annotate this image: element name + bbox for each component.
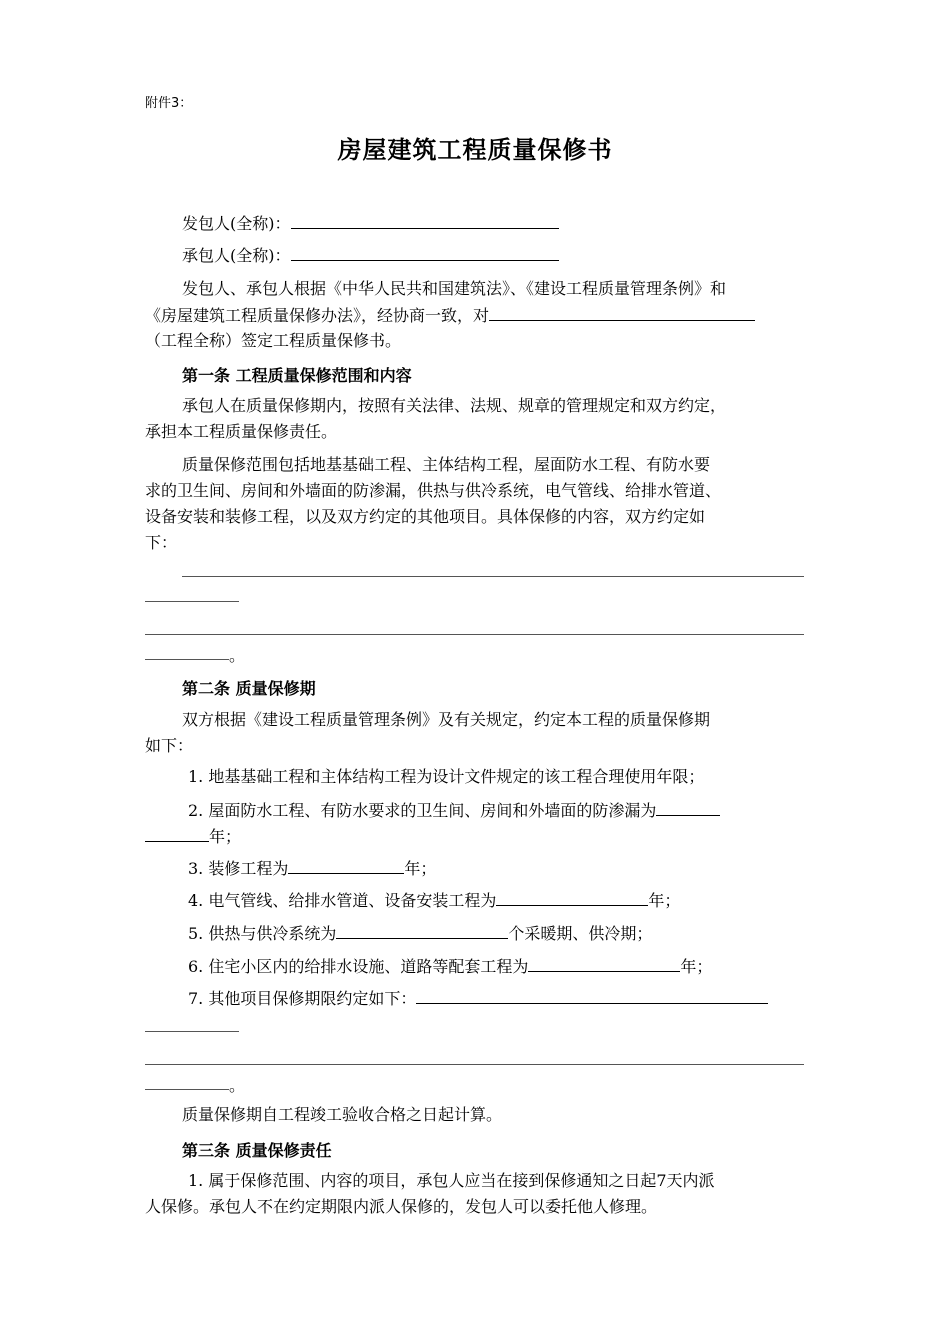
warranty-item-4-suffix: 年； — [648, 891, 681, 910]
warranty-item-5-text: 5. 供热与供冷系统为 — [188, 924, 337, 943]
item-4-years-blank[interactable] — [496, 889, 648, 906]
item-5-periods-blank[interactable] — [336, 922, 508, 939]
warranty-item-7-text: 7. 其他项目保修期限约定如下： — [188, 989, 417, 1008]
intro-line-2-text: 《房屋建筑工程质量保修办法》，经协商一致，对 — [145, 306, 490, 325]
article-1-p2-line-1: 质量保修范围包括地基基础工程、主体结构工程，屋面防水工程、有防水要 — [182, 455, 711, 474]
warranty-item-6-suffix: 年； — [680, 957, 713, 976]
warranty-item-3-text: 3. 装修工程为 — [188, 859, 289, 878]
item-7-end-mark: 。 — [229, 1076, 246, 1095]
intro-line-3: （工程全称）签定工程质量保修书。 — [145, 331, 402, 350]
warranty-item-6-text: 6. 住宅小区内的给排水设施、道路等配套工程为 — [188, 957, 529, 976]
article-1-p2-line-2: 求的卫生间、房间和外墙面的防渗漏，供热与供冷系统，电气管线、给排水管道、 — [145, 481, 722, 500]
scope-blank-line-4[interactable] — [145, 659, 229, 660]
item-7-blank-line-4[interactable] — [145, 1089, 229, 1090]
item-2-years-blank-b[interactable] — [145, 825, 209, 842]
project-name-blank[interactable] — [489, 304, 755, 321]
article-1-p2-line-3: 设备安装和装修工程，以及双方约定的其他项目。具体保修的内容，双方约定如 — [145, 507, 706, 526]
article-3-p1-line-1: 1. 属于保修范围、内容的项目，承包人应当在接到保修通知之日起7天内派 — [188, 1171, 715, 1190]
article-2-intro-line-1: 双方根据《建设工程质量管理条例》及有关规定，约定本工程的质量保修期 — [182, 710, 711, 729]
warranty-item-4 — [188, 889, 680, 912]
document-title: 房屋建筑工程质量保修书 — [337, 136, 613, 164]
item-6-years-blank[interactable] — [528, 955, 680, 972]
warranty-item-3-suffix: 年； — [404, 859, 437, 878]
item-7-blank-line-2[interactable] — [145, 1031, 239, 1032]
warranty-item-1: 1. 地基基础工程和主体结构工程为设计文件规定的该工程合理使用年限； — [188, 767, 705, 786]
article-1-p2-line-4: 下： — [145, 533, 178, 552]
warranty-item-4-text: 4. 电气管线、给排水管道、设备安装工程为 — [188, 891, 497, 910]
item-7-other-blank[interactable] — [416, 987, 768, 1004]
scope-blank-line-3[interactable] — [145, 634, 804, 635]
scope-end-mark: 。 — [229, 646, 246, 665]
attachment-label: 附件3： — [145, 96, 193, 111]
contractor-line — [182, 244, 559, 267]
warranty-item-6 — [188, 955, 712, 978]
contractor-name-blank[interactable] — [291, 244, 559, 261]
intro-line-2 — [145, 304, 755, 327]
article-2-intro-line-2: 如下： — [145, 736, 194, 755]
item-7-blank-line-3[interactable] — [145, 1064, 804, 1065]
employer-name-blank[interactable] — [291, 212, 559, 229]
intro-line-1: 发包人、承包人根据《中华人民共和国建筑法》、《建设工程质量管理条例》和 — [182, 279, 727, 298]
scope-blank-line-2[interactable] — [145, 601, 239, 602]
warranty-item-2 — [188, 799, 720, 822]
article-2-heading: 第二条 质量保修期 — [182, 679, 316, 698]
article-1-heading: 第一条 工程质量保修范围和内容 — [182, 366, 412, 385]
warranty-item-5-suffix: 个采暖期、供冷期； — [508, 924, 653, 943]
warranty-item-2-cont — [145, 825, 241, 848]
warranty-item-7 — [188, 987, 768, 1010]
item-2-years-blank-a[interactable] — [656, 799, 720, 816]
article-3-heading: 第三条 质量保修责任 — [182, 1141, 332, 1160]
article-1-p1-line-2: 承担本工程质量保修责任。 — [145, 422, 338, 441]
warranty-item-2-text: 2. 屋面防水工程、有防水要求的卫生间、房间和外墙面的防渗漏为 — [188, 801, 657, 820]
contractor-label: 承包人(全称)： — [182, 246, 291, 265]
article-3-p1-line-2: 人保修。承包人不在约定期限内派人保修的，发包人可以委托他人修理。 — [145, 1197, 658, 1216]
scope-blank-line-1[interactable] — [182, 576, 804, 577]
warranty-item-5 — [188, 922, 652, 945]
employer-line — [182, 212, 559, 235]
warranty-item-3 — [188, 857, 436, 880]
warranty-item-2-suffix: 年； — [209, 827, 242, 846]
article-1-p1-line-1: 承包人在质量保修期内，按照有关法律、法规、规章的管理规定和双方约定， — [182, 396, 727, 415]
employer-label: 发包人(全称)： — [182, 214, 291, 233]
item-3-years-blank[interactable] — [288, 857, 404, 874]
article-2-closing: 质量保修期自工程竣工验收合格之日起计算。 — [182, 1105, 503, 1124]
